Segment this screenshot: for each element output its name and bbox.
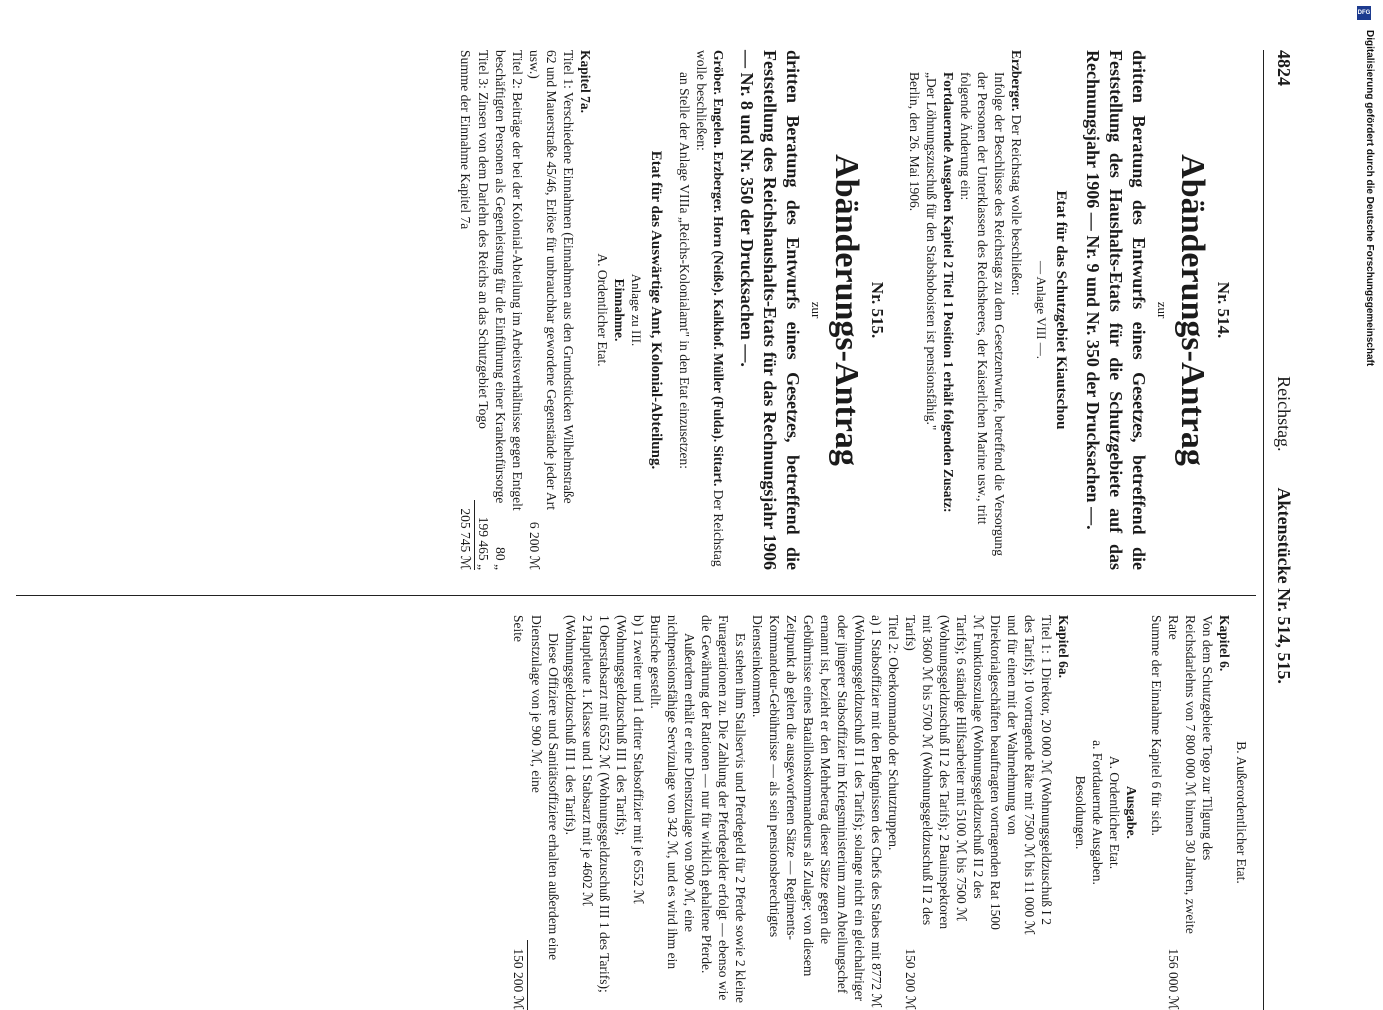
titel2-b1: Es stehen ihm Stallservis und Pferdegeld für 2 Pferde sowie 2 kleine Furagerationen zu. Die Zahlung der Pferdegelder erfolgt — ebenso wie die Gewährung der Rationen — nur für wirklich gehaltene Pferde. xyxy=(699,615,748,1004)
nr515-zur: zur xyxy=(809,301,824,319)
nr515-kapitel: Kapitel 7a. xyxy=(578,50,593,113)
nr514-change: Fortdauernde Ausgaben Kapitel 2 Titel 1 Position 1 erhält folgenden Zusatz: xyxy=(941,72,956,513)
page-header xyxy=(1260,50,1300,1010)
nr514-zur: zur xyxy=(1155,301,1170,319)
kapitel6a-titel1: Titel 1: 1 Direktor, 20 000 ℳ (Wohnungsgeldzuschuß I 2 des Tarifs); 10 vortragende Räte mit 7500 ℳ bis 11 000 ℳ und für einen mit der Wahrnehmung von Direktorialgeschäften beauftragten vortragenden Rat 1500 ℳ Funktionszulage (Wohnungsgeldzuschuß II 2 des Tarifs); 6 ständige Hilfsarbeiter mit 5100 ℳ bis 7500 ℳ (Wohnungsgeldzuschuß II 2 des Tarifs); 2 Bauinspektoren mit 3600 ℳ bis 5700 ℳ (Wohnungsgeldzuschuß II 2 des Tarifs) xyxy=(903,615,1054,935)
seite-row xyxy=(510,615,528,1010)
ausgabe-heading: Ausgabe. xyxy=(1124,786,1139,839)
nr515-title: Abänderungs-Antrag xyxy=(828,154,865,466)
left-column xyxy=(457,50,1250,570)
nr515-titel1-amount: 6 200 ℳ xyxy=(527,521,542,570)
running-title-left: Reichstag. xyxy=(1274,376,1294,452)
nr514-quote: „Der Löhnungszuschuß für den Stabshoboisten ist pensionsfähig." xyxy=(924,72,939,431)
digitization-stamp-text: Digitalisierung gefördert durch die Deutsche Forschungsgemeinschaft xyxy=(1364,30,1375,367)
nr514-etat-heading: Etat für das Schutzgebiet Kiautschou xyxy=(1053,190,1069,430)
nr515-titel2: Titel 2: Beiträge der bei der Kolonial-Abteilung im Arbeitsverhältnisse gegen Entgelt beschäftigten Personen als Gegenleistung für die Einführung einer Krankenfürsorge xyxy=(493,50,525,511)
nr515-titel3: Titel 3: Zinsen von dem Darlehn des Reichs an das Schutzgebiet Togo xyxy=(476,50,491,429)
nr515-number: Nr. 515. xyxy=(868,281,887,339)
nr515-etat-heading: Etat für das Auswärtige Amt, Kolonial-Abteilung. xyxy=(648,150,664,470)
right-column xyxy=(510,615,1250,1010)
page-number: 4824 xyxy=(1274,50,1294,86)
nr515-anlage: Anlage zu III. xyxy=(629,273,644,347)
nr514-date: Berlin, den 26. Mai 1906. xyxy=(907,72,922,212)
kapitel6-row xyxy=(1165,615,1216,1010)
titel2-d: 1 Oberstabsarzt mit 6552 ℳ (Wohnungsgeldzuschuß III 1 des Tarifs); xyxy=(597,615,612,993)
titel2-c: b) 1 zweiter und 1 dritter Stabsoffizier mit je 6552 ℳ (Wohnungsgeldzuschuß III 1 des Tarifs); xyxy=(614,615,646,905)
nr514-motion xyxy=(1008,50,1025,570)
titel2-e: 2 Hauptleute 1. Klasse und 1 Stabsarzt mit je 4602 ℳ (Wohnungsgeldzuschuß III 1 des Tarifs). xyxy=(563,615,595,907)
header-rule xyxy=(1263,50,1264,1010)
kapitel6a-titel1-row xyxy=(902,615,1055,1010)
nr515-subtitle: dritten Beratung des Entwurfs eines Gesetzes, betreffend die Feststellung des Reichshaushalts-Etats für das Rechnungsjahr 1906 — Nr. 8 und Nr. 350 der Drucksachen —. xyxy=(737,50,803,570)
fortdauernd: a. Fortdauernde Ausgaben. xyxy=(1090,740,1105,885)
seite-amount: 150 200 ℳ xyxy=(510,940,528,1010)
digitization-stamp xyxy=(1355,8,1375,993)
kapitel6-label: Kapitel 6. xyxy=(1217,615,1232,672)
nr515-ordentlich: A. Ordentlicher Etat. xyxy=(595,253,610,367)
kapitel6-heading: B. Außerordentlicher Etat. xyxy=(1234,741,1249,884)
nr515-sum-row xyxy=(457,50,475,570)
titel2-f: Diese Offiziere und Sanitätsoffiziere erhalten außerdem eine Dienstzulage von je 900 ℳ, eine xyxy=(529,615,561,961)
nr514-number: Nr. 514. xyxy=(1214,281,1233,339)
kapitel6-amount: 156 000 ℳ xyxy=(1166,948,1181,1010)
running-title-main: Aktenstücke Nr. 514, 515. xyxy=(1274,487,1294,684)
dfg-logo: DFG xyxy=(1357,6,1371,20)
nr515-motion-block xyxy=(693,50,727,570)
document-page xyxy=(0,50,1300,1010)
nr515-titel1-row xyxy=(526,50,577,570)
nr515-titel2-row xyxy=(492,50,526,570)
nr515-einnahme: Einnahme. xyxy=(612,278,627,342)
titel2-b2: Außerdem erhält er eine Dienstzulage von 900 ℳ, eine nichtpensionsfähige Servizulage von 342 ℳ, und es wird ihm ein Burische gestellt. xyxy=(648,615,697,970)
nr514-subtitle: dritten Beratung des Entwurfs eines Gesetzes, betreffend die Feststellung des Haushalts-Etats für die Schutzgebiete auf das Rechnungsjahr 1906 — Nr. 9 und Nr. 350 der Drucksachen —. xyxy=(1083,50,1149,570)
nr514-mover: Erzberger. xyxy=(1009,50,1024,112)
nr515-movers: Gröber. Engelen. Erzberger. Horn (Neiße). Kalkhof. Müller (Fulda). Sittart. xyxy=(711,50,726,487)
nr515-sum-amount: 205 745 ℳ xyxy=(457,500,475,570)
kapitel6-sum: Summe der Einnahme Kapitel 6 für sich. xyxy=(1149,615,1164,836)
titel2-a: a) 1 Stabsoffizier mit den Befugnissen des Chefs des Stabes mit 8772 ℳ (Wohnungsgeldzuschuß II 1 des Tarifs); solange nicht ein gleichaltriger oder jüngerer Stabsoffizier im Kriegsministerium zum Abteilungschef ernannt ist, bezieht er den Mehrbetrag dieser Sätze gegen die Gebührnisse eines Bataillonskommandeurs als Zulage; von diesem Zeitpunkt ab gelten die ausgeworfenen Sätze — Regiments-Kommandeur-Gebührnisse — als sein pensionsberechtigtes Diensteinkommen. xyxy=(750,615,884,1008)
nr515-instead: an Stelle der Anlage VIIIa „Reichs-Kolonialamt" in den Etat einzusetzen: xyxy=(677,72,692,469)
nr515-titel3-row xyxy=(475,50,492,570)
nr514-intro: Der Reichstag wolle beschließen: xyxy=(1009,114,1024,296)
kapitel6a-titel1-amount: 150 200 ℳ xyxy=(903,948,918,1010)
nr515-motion: Der Reichstag wolle beschließen: xyxy=(694,50,726,567)
nr514-anlage: — Anlage VIII —. xyxy=(1034,261,1049,359)
nr515-sum-label: Summe der Einnahme Kapitel 7a xyxy=(458,50,473,230)
ausgabe-ordentlich: A. Ordentlicher Etat. xyxy=(1107,755,1122,870)
nr514-body: Infolge der Beschlüsse des Reichstags zu dem Gesetzentwurfe, betreffend die Versorgung der Personen der Unterklassen des Reichsheeres, der Kaiserlichen Marine usw., tritt folgende Änderung ein: xyxy=(958,72,1007,556)
running-title xyxy=(1273,50,1294,1010)
besoldungen: Besoldungen. xyxy=(1073,775,1088,850)
seite-label: Seite xyxy=(511,615,526,642)
nr515-titel3-amount: 199 465 „ xyxy=(476,516,491,570)
column-divider xyxy=(16,595,1256,596)
kapitel6-text: Von dem Schutzgebiete Togo zur Tilgung des Reichsdarlehns von 7 800 000 ℳ binnen 30 Jahren, zweite Rate xyxy=(1166,615,1215,934)
nr514-title: Abänderungs-Antrag xyxy=(1174,154,1211,466)
nr515-titel2-amount: 80 „ xyxy=(493,547,508,570)
kapitel6a-label: Kapitel 6a. xyxy=(1056,615,1071,678)
nr515-titel1: Titel 1: Verschiedene Einnahmen (Einnahmen aus den Grundstücken Wilhelmstraße 62 und Mauerstraße 45/46, Erlöse für unbrauchbar gewordene Gegenstände jeder Art usw.) xyxy=(527,50,576,510)
titel2-heading: Titel 2: Oberkommando der Schutztruppen. xyxy=(886,615,901,851)
